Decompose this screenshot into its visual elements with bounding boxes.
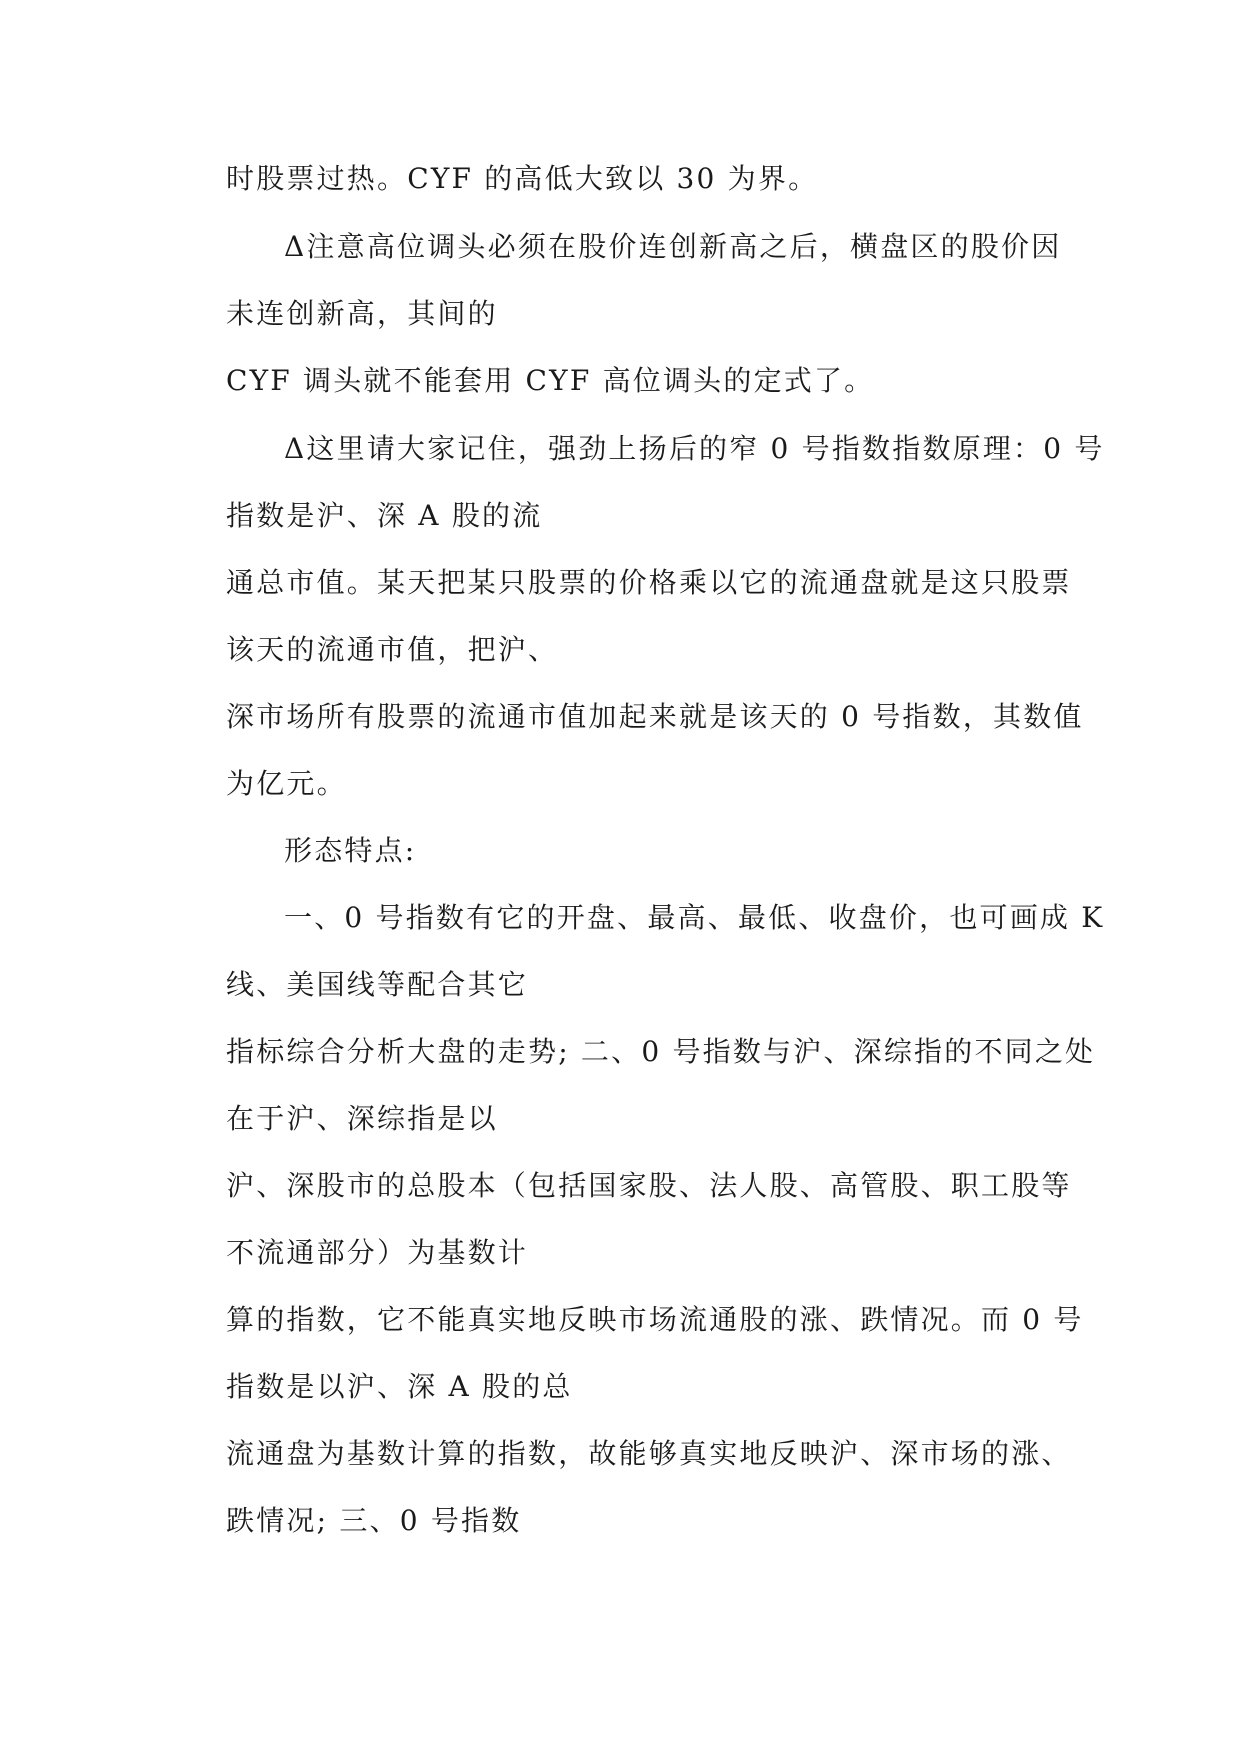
- text-line: 形态特点:: [284, 834, 417, 867]
- text-line: 算的指数，它不能真实地反映市场流通股的涨、跌情况。而 0 号: [226, 1303, 1084, 1336]
- text-line: 该天的流通市值，把沪、: [226, 633, 559, 666]
- text-line: 未连创新高，其间的: [226, 297, 498, 330]
- text-line: CYF 调头就不能套用 CYF 高位调头的定式了。: [226, 364, 875, 397]
- text-line: 深市场所有股票的流通市值加起来就是该天的 0 号指数，其数值: [226, 700, 1084, 733]
- text-line: 跌情况; 三、0 号指数: [226, 1504, 522, 1537]
- text-line: 不流通部分）为基数计: [226, 1236, 529, 1269]
- text-line: Δ注意高位调头必须在股价连创新高之后，横盘区的股价因: [284, 230, 1062, 263]
- text-line: 一、0 号指数有它的开盘、最高、最低、收盘价，也可画成 K: [284, 901, 1105, 934]
- text-line: 通总市值。某天把某只股票的价格乘以它的流通盘就是这只股票: [226, 566, 1072, 599]
- text-line: 沪、深股市的总股本（包括国家股、法人股、高管股、职工股等: [226, 1169, 1072, 1202]
- text-line: 流通盘为基数计算的指数，故能够真实地反映沪、深市场的涨、: [226, 1437, 1072, 1470]
- text-line: 为亿元。: [226, 767, 347, 800]
- text-line: 指标综合分析大盘的走势; 二、0 号指数与沪、深综指的不同之处: [226, 1035, 1096, 1068]
- text-line: 在于沪、深综指是以: [226, 1102, 498, 1135]
- text-line: 时股票过热。CYF 的高低大致以 30 为界。: [226, 162, 819, 195]
- text-line: 指数是以沪、深 A 股的总: [226, 1370, 573, 1403]
- text-line: 线、美国线等配合其它: [226, 968, 529, 1001]
- text-line: Δ这里请大家记住，强劲上扬后的窄 0 号指数指数原理：0 号: [284, 432, 1105, 465]
- text-line: 指数是沪、深 A 股的流: [226, 499, 543, 532]
